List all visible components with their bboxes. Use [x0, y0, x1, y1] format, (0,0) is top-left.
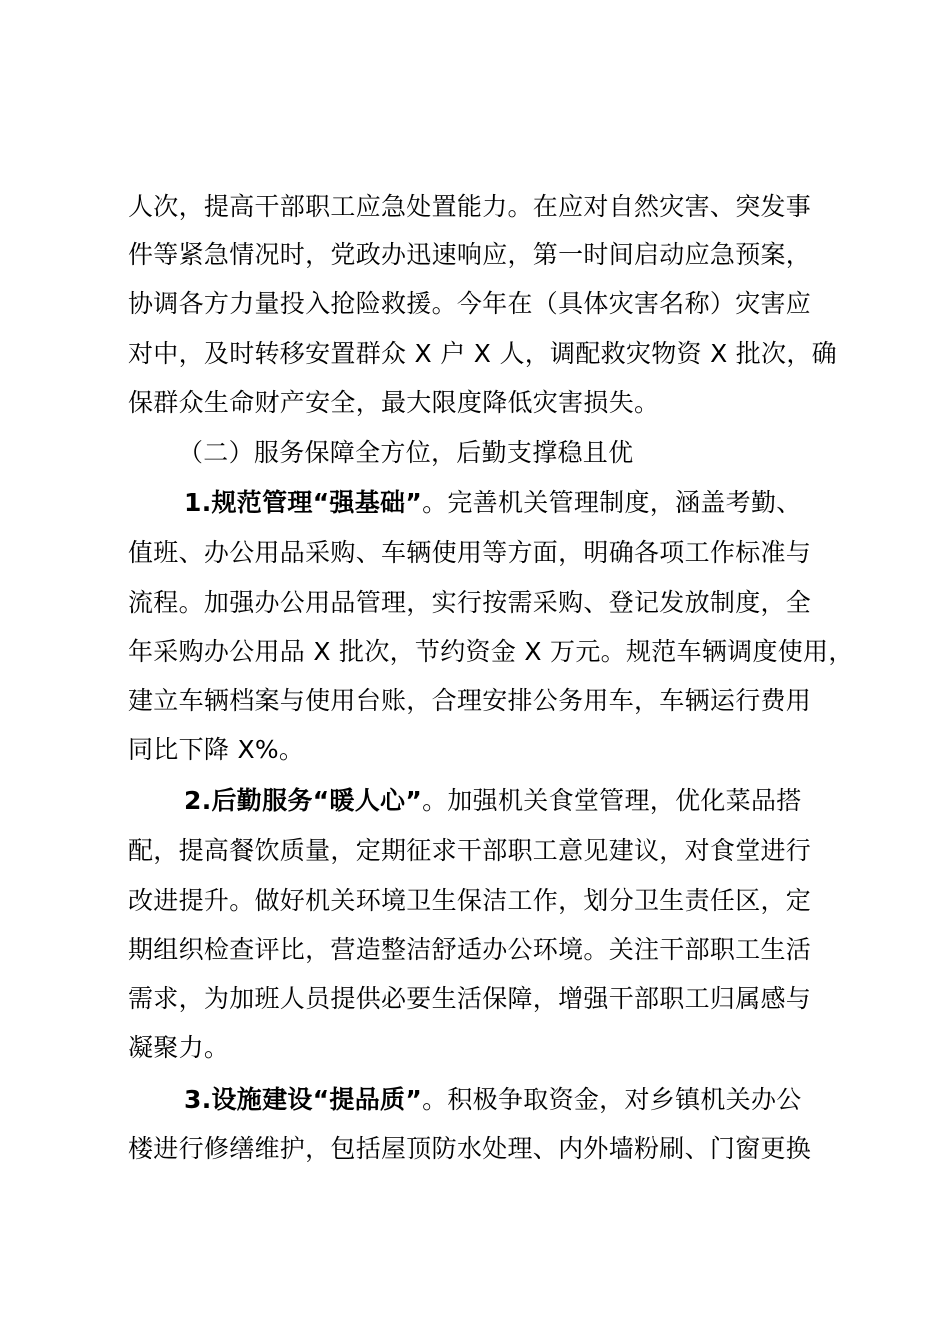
item-1-title: 1.规范管理“强基础”	[184, 488, 423, 517]
item-1-first-line	[184, 479, 904, 527]
body-text-line: 流程。加强办公用品管理，实行按需采购、登记发放制度，全	[128, 588, 812, 617]
item-2-first-line-text: 。加强机关食堂管理，优化菜品搭	[422, 786, 802, 815]
body-text-line: 件等紧急情况时，党政办迅速响应，第一时间启动应急预案，	[128, 240, 812, 269]
body-text-line: 同比下降 X%。	[128, 735, 305, 764]
body-text-line: 改进提升。做好机关环境卫生保洁工作，划分卫生责任区，定	[128, 886, 812, 915]
item-3-title: 3.设施建设“提品质”	[184, 1085, 423, 1114]
body-text-line: 建立车辆档案与使用台账，合理安排公务用车，车辆运行费用	[128, 686, 812, 715]
body-text-line: 配，提高餐饮质量，定期征求干部职工意见建议，对食堂进行	[128, 836, 812, 865]
body-text-line: 楼进行修缮维护，包括屋顶防水处理、内外墙粉刷、门窗更换	[128, 1134, 812, 1163]
section-heading: （二）服务保障全方位，后勤支撑稳且优	[178, 438, 634, 467]
body-text-line: 人次，提高干部职工应急处置能力。在应对自然灾害、突发事	[128, 192, 812, 221]
item-1-first-line-text: 。完善机关管理制度，涵盖考勤、	[422, 488, 802, 517]
item-2-title: 2.后勤服务“暖人心”	[184, 786, 423, 815]
body-text-line: 保群众生命财产安全，最大限度降低灾害损失。	[128, 388, 660, 417]
body-text-line: 期组织检查评比，营造整洁舒适办公环境。关注干部职工生活	[128, 935, 812, 964]
body-text-line: 年采购办公用品 X 批次，节约资金 X 万元。规范车辆调度使用，	[128, 637, 854, 666]
body-text-line: 协调各方力量投入抢险救援。今年在（具体灾害名称）灾害应	[128, 289, 812, 318]
body-text-line: 凝聚力。	[128, 1033, 230, 1062]
item-2-first-line	[184, 777, 904, 825]
body-text-line: 值班、办公用品采购、车辆使用等方面，明确各项工作标准与	[128, 538, 812, 567]
body-text-line: 需求，为加班人员提供必要生活保障，增强干部职工归属感与	[128, 984, 812, 1013]
item-3-first-line	[184, 1076, 904, 1124]
item-3-first-line-text: 。积极争取资金，对乡镇机关办公	[422, 1085, 802, 1114]
body-text-line: 对中，及时转移安置群众 X 户 X 人，调配救灾物资 X 批次，确	[128, 339, 837, 368]
